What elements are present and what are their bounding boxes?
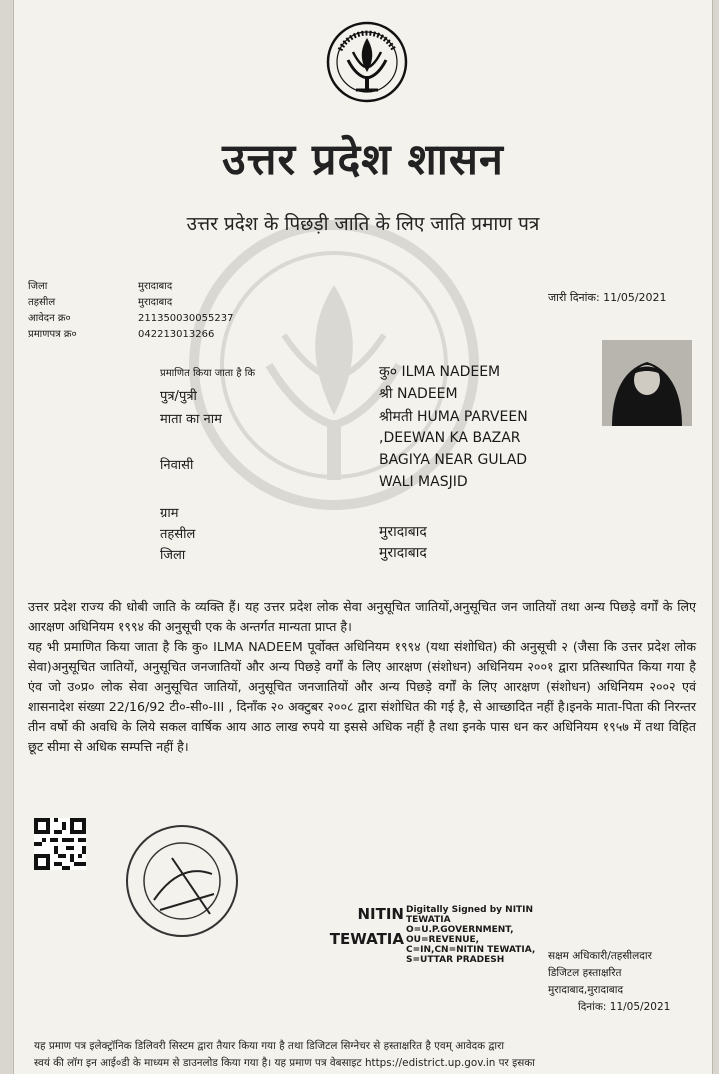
meta-application-label: आवेदन क्र०: [28, 313, 71, 324]
body-paragraph-1: उत्तर प्रदेश राज्य की धोबी जाति के व्यक्ति हैं। यह उत्तर प्रदेश लोक सेवा अनुसूचित जातियों,अनुसूचित जन जातियों तथा अन्य पिछड़े वर्गों के लिए आरक्षण अधिनियम १९९४ की अनुसूची एक के अन्तर्गत मान्यता प्राप्त है।: [28, 599, 696, 634]
mother-value: श्रीमती HUMA PARVEEN: [379, 409, 528, 425]
district-label: जिला: [160, 548, 186, 563]
meta-district-value: मुरादाबाद: [138, 281, 173, 292]
authority-date: दिनांक: 11/05/2021: [578, 1001, 671, 1013]
signatory-name-line2: TEWATIA: [329, 930, 404, 948]
certified-label: प्रमाणित किया जाता है कि: [160, 368, 256, 379]
district-value: मुरादाबाद: [379, 545, 427, 561]
footer-line-2: स्वयं की लॉग इन आई०डी के माध्यम से डाउनलोड किया गया है। यह प्रमाण पत्र वेबसाइट https://edistrict.up.gov.in पर इसका: [34, 1057, 535, 1069]
footer-note: [34, 1038, 712, 1072]
applicant-photo: [602, 340, 692, 426]
meta-certificate-value: 042213013266: [138, 329, 215, 340]
parent-value: श्री NADEEM: [379, 386, 458, 402]
official-seal: [120, 822, 244, 940]
authority-block: [548, 948, 698, 1016]
residence-line2: BAGIYA NEAR GULAD: [379, 452, 528, 468]
meta-district-label: जिला: [28, 281, 48, 292]
certificate-subtitle: उत्तर प्रदेश के पिछड़ी जाति के लिए जाति प्रमाण पत्र: [186, 213, 540, 235]
residence-line1: ,DEEWAN KA BAZAR: [379, 430, 521, 446]
authority-title: सक्षम अधिकारी/तहसीलदार: [548, 950, 652, 962]
village-label: ग्राम: [160, 506, 179, 521]
certificate-page: [14, 0, 712, 1074]
mother-label: माता का नाम: [160, 412, 222, 427]
meta-tehsil-value: मुरादाबाद: [138, 297, 173, 308]
signatory-name-line1: NITIN: [357, 905, 404, 923]
tehsil-label: तहसील: [160, 527, 196, 542]
residence-line3: WALI MASJID: [379, 474, 468, 490]
residence-label: निवासी: [160, 458, 194, 473]
tehsil-value: मुरादाबाद: [379, 524, 427, 540]
authority-location: मुरादाबाद,मुरादाबाद: [548, 984, 624, 996]
issue-date: जारी दिनांक: 11/05/2021: [548, 291, 667, 304]
meta-certificate-label: प्रमाणपत्र क्र०: [28, 329, 77, 340]
authority-digital-signed: डिजिटल हस्ताक्षरित: [548, 967, 622, 979]
digital-signature-details: Digitally Signed by NITIN TEWATIA O=U.P.GOVERNMENT, OU=REVENUE, C=IN,CN=NITIN TEWATIA, S=UTTAR PRADESH: [406, 905, 536, 965]
meta-application-value: 211350030055237: [138, 313, 234, 324]
qr-code: [34, 818, 86, 870]
page-title: उत्तर प्रदेश शासन: [222, 135, 504, 185]
parent-label: पुत्र/पुत्री: [160, 389, 197, 404]
certificate-body: [28, 597, 696, 757]
footer-line-1: यह प्रमाण पत्र इलेक्ट्रॉनिक डिलिवरी सिस्टम द्वारा तैयार किया गया है तथा डिजिटल सिग्नेचर से हस्ताक्षरित है एवम् आवेदक द्वारा: [34, 1040, 505, 1052]
body-paragraph-2: यह भी प्रमाणित किया जाता है कि कु० ILMA NADEEM पूर्वोक्त अधिनियम १९९४ (यथा संशोधित) की अनुसूची २ (जैसा कि उत्तर प्रदेश लोक सेवा)अनुसूचित जातियों, अनुसूचित जनजातियों और अन्य पिछड़े वर्गों के लिए आरक्षण (संशोधन) अधिनियम २००१ द्वारा प्रतिस्थापित किया गया है एंव जो उ०प्र० लोक सेवा अनुसूचित जातियों, अनुसूचित जनजातियों और अन्य पिछड़े वर्गों के लिए आरक्षण (संशोधन) अधिनियम २००२ एवं शासनादेश संख्या 22/16/92 टी०-सी०-III , दिनाँक २० अक्टुबर २००८ द्वारा संशोधित की गई है, से आच्छादित नहीं है।इनके माता-पिता की निरन्तर तीन वर्षो की अवधि के लिये सकल वार्षिक आय आठ लाख रुपये या इससे अधिक नहीं है तथा इनके पास धन कर अधिनियम १९५७ में तथा विहित छूट सीमा से अधिक सम्पत्ति नहीं है।: [28, 639, 696, 754]
certified-value: कु० ILMA NADEEM: [379, 364, 501, 380]
up-government-emblem: [326, 20, 408, 104]
meta-tehsil-label: तहसील: [28, 297, 56, 308]
